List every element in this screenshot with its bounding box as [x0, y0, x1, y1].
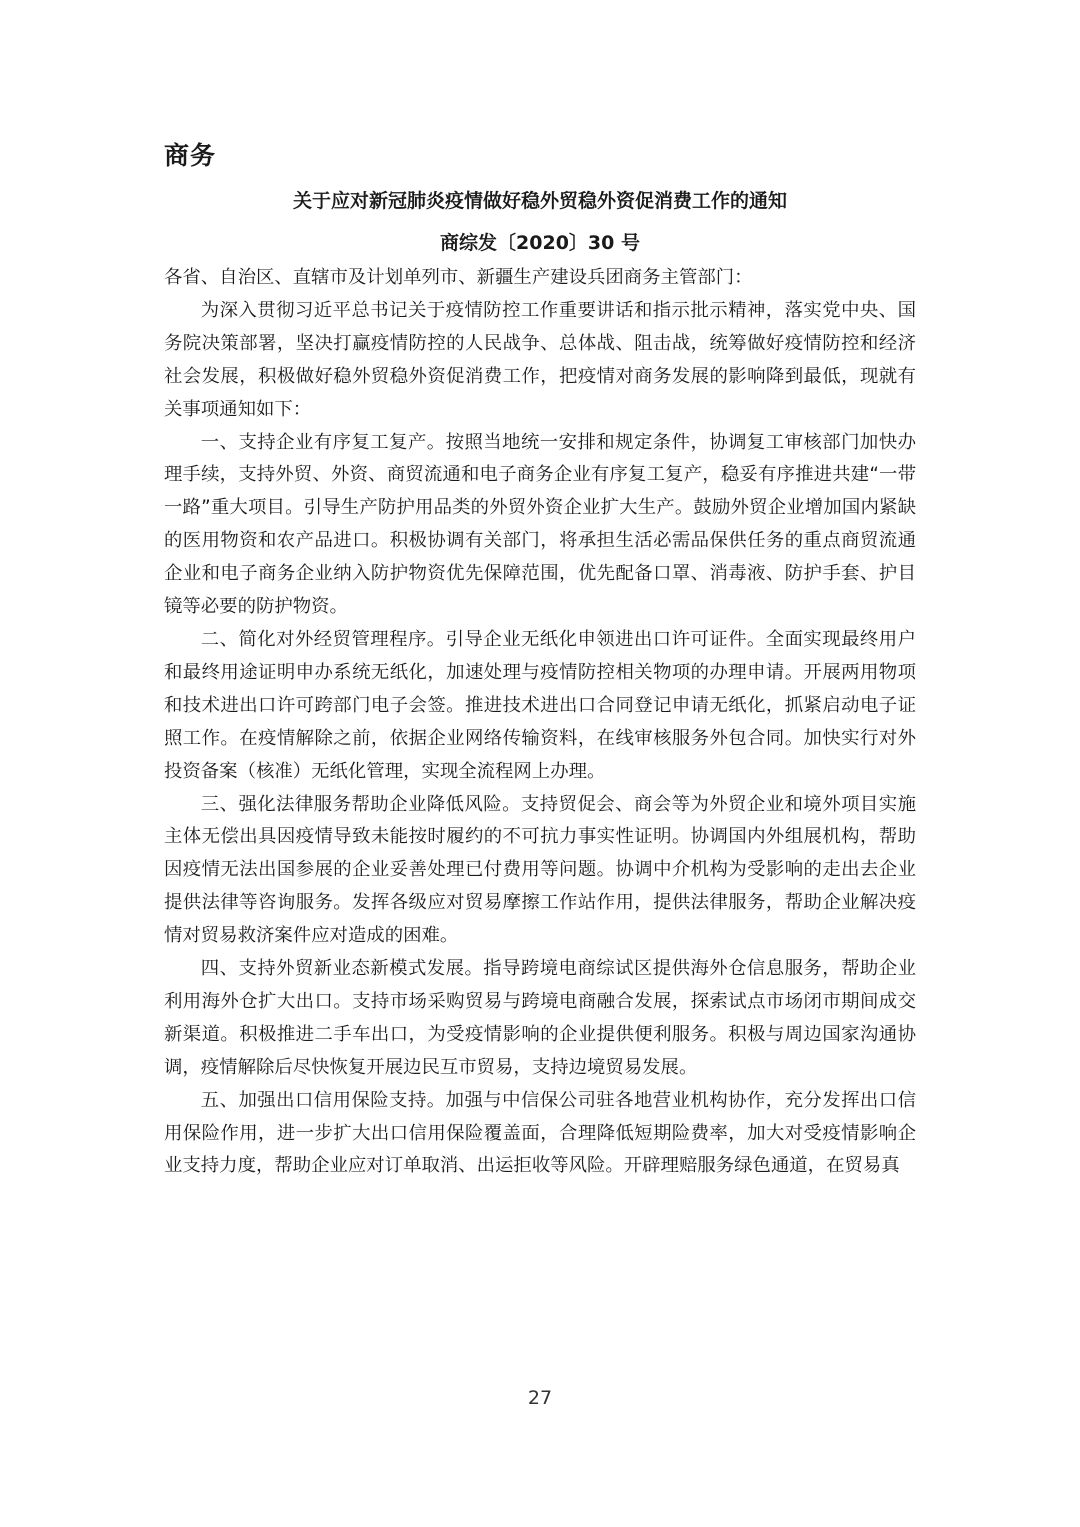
paragraph-5: 五、加强出口信用保险支持。加强与中信保公司驻各地营业机构协作，充分发挥出口信用保险作用，进一步扩大出口信用保险覆盖面，合理降低短期险费率，加大对受疫情影响企业支持力度，帮助企业应对订单取消、出运拒收等风险。开辟理赔服务绿色通道，在贸易真: [164, 1089, 916, 1177]
page-number: 27: [527, 1387, 553, 1409]
paragraph-4: 四、支持外贸新业态新模式发展。指导跨境电商综试区提供海外仓信息服务，帮助企业利用海外仓扩大出口。支持市场采购贸易与跨境电商融合发展，探索试点市场闭市期间成交新渠道。积极推进二手车出口，为受疫情影响的企业提供便利服务。积极与周边国家沟通协调，疫情解除后尽快恢复开展边民互市贸易，支持边境贸易发展。: [164, 958, 916, 1078]
document-body: [164, 262, 916, 1183]
section-heading: 商务: [164, 141, 217, 170]
document-title: 关于应对新冠肺炎疫情做好稳外贸稳外资促消费工作的通知: [292, 190, 787, 212]
paragraph-2: 二、简化对外经贸管理程序。引导企业无纸化申领进出口许可证件。全面实现最终用户和最终用途证明申办系统无纸化，加速处理与疫情防控相关物项的办理申请。开展两用物项和技术进出口许可跨部门电子会签。推进技术进出口合同登记申请无纸化，抓紧启动电子证照工作。在疫情解除之前，依据企业网络传输资料，在线审核服务外包合同。加快实行对外投资备案（核准）无纸化管理，实现全流程网上办理。: [164, 628, 916, 782]
paragraph-intro: 为深入贯彻习近平总书记关于疫情防控工作重要讲话和指示批示精神，落实党中央、国务院决策部署，坚决打赢疫情防控的人民战争、总体战、阻击战，统筹做好疫情防控和经济社会发展，积极做好稳外贸稳外资促消费工作，把疫情对商务发展的影响降到最低，现就有关事项通知如下：: [164, 299, 916, 420]
salutation: 各省、自治区、直辖市及计划单列市、新疆生产建设兵团商务主管部门：: [164, 267, 753, 288]
paragraph-1: 一、支持企业有序复工复产。按照当地统一安排和规定条件，协调复工审核部门加快办理手续，支持外贸、外资、商贸流通和电子商务企业有序复工复产，稳妥有序推进共建“一带一路”重大项目。引导生产防护用品类的外贸外资企业扩大生产。鼓励外贸企业增加国内紧缺的医用物资和农产品进口。积极协调有关部门，将承担生活必需品保供任务的重点商贸流通企业和电子商务企业纳入防护物资优先保障范围，优先配备口罩、消毒液、防护手套、护目镜等必要的防护物资。: [164, 431, 916, 618]
document-number: 商综发〔2020〕30 号: [440, 232, 640, 254]
paragraph-3: 三、强化法律服务帮助企业降低风险。支持贸促会、商会等为外贸企业和境外项目实施主体无偿出具因疫情导致未能按时履约的不可抗力事实性证明。协调国内外组展机构，帮助因疫情无法出国参展的企业妥善处理已付费用等问题。协调中介机构为受影响的走出去企业提供法律等咨询服务。发挥各级应对贸易摩擦工作站作用，提供法律服务，帮助企业解决疫情对贸易救济案件应对造成的困难。: [164, 793, 916, 947]
